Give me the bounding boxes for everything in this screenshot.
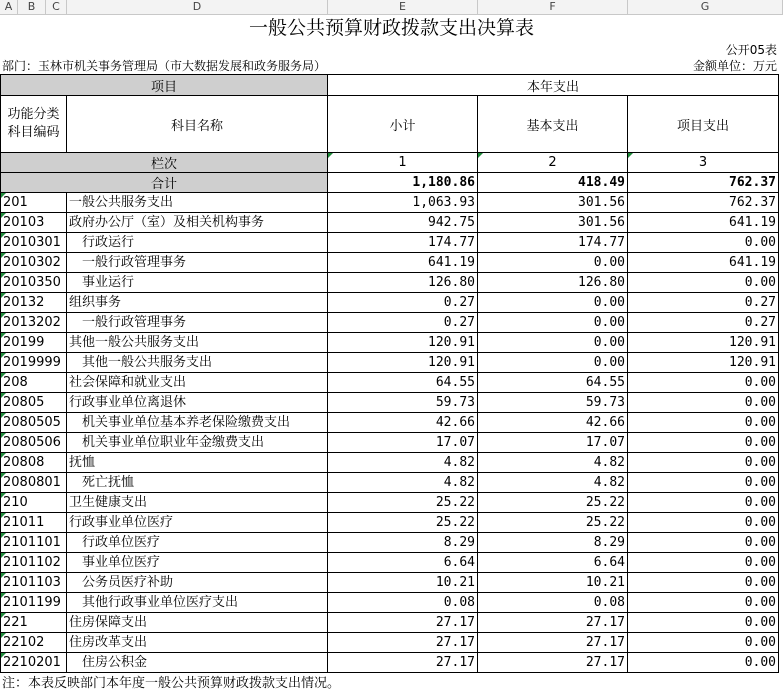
basic-cell[interactable]: 174.77 (478, 233, 628, 253)
basic-cell[interactable]: 0.00 (478, 313, 628, 333)
form-code[interactable]: 公开05表 (725, 43, 777, 57)
project-cell[interactable]: 0.00 (628, 613, 779, 633)
total-subtotal[interactable]: 1,180.86 (328, 173, 478, 193)
table-row (0, 233, 779, 253)
table-row (0, 493, 779, 513)
cell-marker-icon (1, 273, 6, 278)
subject-name-cell[interactable]: 行政事业单位离退休 (67, 393, 328, 413)
subject-code-cell[interactable]: 2010301 (0, 233, 67, 253)
subject-code-cell[interactable]: 2210201 (0, 653, 67, 673)
cell-marker-icon (1, 433, 6, 438)
department-label[interactable]: 部门：玉林市机关事务管理局（市大数据发展和政务服务局） (2, 59, 327, 73)
subject-name-cell[interactable]: 其他行政事业单位医疗支出 (67, 593, 328, 613)
subtotal-cell[interactable]: 4.82 (328, 473, 478, 493)
project-cell[interactable]: 0.00 (628, 273, 779, 293)
subtotal-cell[interactable]: 120.91 (328, 353, 478, 373)
total-basic[interactable]: 418.49 (478, 173, 628, 193)
subject-code-cell[interactable]: 2080801 (0, 473, 67, 493)
subtotal-cell[interactable]: 27.17 (328, 633, 478, 653)
column-header-d[interactable]: D (67, 0, 328, 14)
table-row (0, 473, 779, 493)
cell-marker-icon (1, 393, 6, 398)
header-project-exp[interactable]: 项目支出 (628, 96, 779, 153)
table-row (0, 293, 779, 313)
table-row (0, 313, 779, 333)
column-header-b[interactable]: B (18, 0, 46, 14)
project-cell[interactable]: 641.19 (628, 213, 779, 233)
subject-code-cell[interactable]: 2080505 (0, 413, 67, 433)
table-row (0, 613, 779, 633)
project-cell[interactable]: 0.00 (628, 653, 779, 673)
header-col-1-text: 1 (398, 155, 407, 170)
subject-code-cell[interactable]: 20132 (0, 293, 67, 313)
basic-cell[interactable]: 10.21 (478, 573, 628, 593)
subject-name-cell[interactable]: 行政运行 (67, 233, 328, 253)
basic-cell[interactable]: 27.17 (478, 653, 628, 673)
subject-code-cell[interactable]: 2101102 (0, 553, 67, 573)
subtotal-cell[interactable]: 0.08 (328, 593, 478, 613)
table-row (0, 193, 779, 213)
table-row (0, 573, 779, 593)
subject-code-cell[interactable]: 2080506 (0, 433, 67, 453)
project-cell[interactable]: 641.19 (628, 253, 779, 273)
project-cell[interactable]: 0.00 (628, 633, 779, 653)
subtotal-cell[interactable]: 0.27 (328, 313, 478, 333)
subject-code-cell[interactable]: 2101103 (0, 573, 67, 593)
table-row (0, 433, 779, 453)
column-header-g[interactable]: G (628, 0, 783, 14)
subject-name-cell[interactable]: 一般公共服务支出 (67, 193, 328, 213)
subtotal-cell[interactable]: 64.55 (328, 373, 478, 393)
project-cell[interactable]: 0.00 (628, 433, 779, 453)
subtotal-cell[interactable]: 942.75 (328, 213, 478, 233)
project-cell[interactable]: 0.00 (628, 453, 779, 473)
subtotal-cell[interactable]: 25.22 (328, 513, 478, 533)
cell-marker-icon (1, 533, 6, 538)
table-row (0, 393, 779, 413)
subject-code-cell[interactable]: 2019999 (0, 353, 67, 373)
cell-marker-icon (1, 333, 6, 338)
subject-name-cell[interactable]: 其他一般公共服务支出 (67, 333, 328, 353)
header-current-year[interactable]: 本年支出 (328, 74, 779, 96)
basic-cell[interactable]: 0.00 (478, 353, 628, 373)
header-col-index[interactable]: 栏次 (0, 153, 328, 173)
basic-cell[interactable]: 0.00 (478, 253, 628, 273)
subject-name-cell[interactable]: 事业运行 (67, 273, 328, 293)
project-cell[interactable]: 0.27 (628, 293, 779, 313)
subtotal-cell[interactable]: 174.77 (328, 233, 478, 253)
subject-code-cell[interactable]: 2101101 (0, 533, 67, 553)
subject-name-cell[interactable]: 政府办公厅（室）及相关机构事务 (67, 213, 328, 233)
basic-cell[interactable]: 8.29 (478, 533, 628, 553)
cell-marker-icon (628, 153, 633, 158)
basic-cell[interactable]: 4.82 (478, 473, 628, 493)
cell-marker-icon (1, 493, 6, 498)
subtotal-cell[interactable]: 126.80 (328, 273, 478, 293)
subject-name-cell[interactable]: 行政事业单位医疗 (67, 513, 328, 533)
subject-code-cell[interactable]: 221 (0, 613, 67, 633)
subject-code-cell[interactable]: 2013202 (0, 313, 67, 333)
table-row (0, 653, 779, 673)
subject-name-cell[interactable]: 死亡抚恤 (67, 473, 328, 493)
cell-marker-icon (1, 293, 6, 298)
project-cell[interactable]: 120.91 (628, 333, 779, 353)
table-row (0, 453, 779, 473)
subtotal-cell[interactable]: 25.22 (328, 493, 478, 513)
header-col-3[interactable] (628, 153, 779, 173)
cell-marker-icon (1, 653, 6, 658)
report-title[interactable]: 一般公共预算财政拨款支出决算表 (248, 17, 534, 39)
project-cell[interactable]: 0.00 (628, 373, 779, 393)
cell-marker-icon (1, 473, 6, 478)
cell-marker-icon (1, 213, 6, 218)
project-cell[interactable]: 762.37 (628, 193, 779, 213)
cell-marker-icon (1, 233, 6, 238)
cell-marker-icon (1, 413, 6, 418)
table-row (0, 553, 779, 573)
header-func-code-line2: 科目编码 (7, 125, 60, 140)
column-header-a[interactable]: A (0, 0, 18, 14)
subject-code-cell[interactable]: 20199 (0, 333, 67, 353)
subtotal-cell[interactable]: 1,063.93 (328, 193, 478, 213)
subject-name-cell[interactable]: 组织事务 (67, 293, 328, 313)
basic-cell[interactable]: 42.66 (478, 413, 628, 433)
table-row (0, 593, 779, 613)
basic-cell[interactable]: 0.00 (478, 333, 628, 353)
subject-code-cell[interactable]: 210 (0, 493, 67, 513)
cell-marker-icon (1, 353, 6, 358)
total-label[interactable]: 合计 (0, 173, 328, 193)
cell-marker-icon (1, 593, 6, 598)
amount-unit-label[interactable]: 金额单位：万元 (692, 59, 777, 73)
subtotal-cell[interactable]: 42.66 (328, 413, 478, 433)
project-cell[interactable]: 0.00 (628, 233, 779, 253)
basic-cell[interactable]: 25.22 (478, 513, 628, 533)
subtotal-cell[interactable]: 10.21 (328, 573, 478, 593)
project-cell[interactable]: 0.00 (628, 593, 779, 613)
cell-marker-icon (478, 153, 483, 158)
basic-cell[interactable]: 17.07 (478, 433, 628, 453)
cell-marker-icon (1, 573, 6, 578)
subtotal-cell[interactable]: 4.82 (328, 453, 478, 473)
subject-code-cell[interactable]: 2101199 (0, 593, 67, 613)
subtotal-cell[interactable]: 641.19 (328, 253, 478, 273)
subject-name-cell[interactable]: 一般行政管理事务 (67, 253, 328, 273)
subject-code-cell[interactable]: 201 (0, 193, 67, 213)
subject-name-cell[interactable]: 住房公积金 (67, 653, 328, 673)
cell-marker-icon (1, 553, 6, 558)
total-project[interactable]: 762.37 (628, 173, 779, 193)
basic-cell[interactable]: 27.17 (478, 613, 628, 633)
footnote[interactable]: 注：本表反映部门本年度一般公共预算财政拨款支出情况。 (2, 676, 341, 691)
subject-code-cell[interactable]: 20808 (0, 453, 67, 473)
subtotal-cell[interactable]: 27.17 (328, 613, 478, 633)
header-col-2-text: 2 (548, 155, 557, 170)
subject-code-cell[interactable]: 2010302 (0, 253, 67, 273)
subtotal-cell[interactable]: 27.17 (328, 653, 478, 673)
subject-code-cell[interactable]: 21011 (0, 513, 67, 533)
subtotal-cell[interactable]: 59.73 (328, 393, 478, 413)
project-cell[interactable]: 0.00 (628, 533, 779, 553)
table-row (0, 633, 779, 653)
project-cell[interactable]: 0.00 (628, 553, 779, 573)
table-row (0, 413, 779, 433)
table-row (0, 353, 779, 373)
subject-name-cell[interactable]: 一般行政管理事务 (67, 313, 328, 333)
basic-cell[interactable]: 4.82 (478, 453, 628, 473)
subject-name-cell[interactable]: 卫生健康支出 (67, 493, 328, 513)
project-cell[interactable]: 0.00 (628, 393, 779, 413)
basic-cell[interactable]: 64.55 (478, 373, 628, 393)
table-row (0, 213, 779, 233)
basic-cell[interactable]: 0.08 (478, 593, 628, 613)
header-subtotal[interactable]: 小计 (328, 96, 478, 153)
subject-code-cell[interactable]: 2010350 (0, 273, 67, 293)
basic-cell[interactable]: 0.00 (478, 293, 628, 313)
subject-name-cell[interactable]: 机关事业单位职业年金缴费支出 (67, 433, 328, 453)
subject-code-cell[interactable]: 20805 (0, 393, 67, 413)
subtotal-cell[interactable]: 8.29 (328, 533, 478, 553)
basic-cell[interactable]: 6.64 (478, 553, 628, 573)
subject-name-cell[interactable]: 抚恤 (67, 453, 328, 473)
subject-name-cell[interactable]: 其他一般公共服务支出 (67, 353, 328, 373)
table-row (0, 373, 779, 393)
project-cell[interactable]: 0.00 (628, 413, 779, 433)
basic-cell[interactable]: 301.56 (478, 193, 628, 213)
table-row (0, 513, 779, 533)
basic-cell[interactable]: 27.17 (478, 633, 628, 653)
table-row (0, 333, 779, 353)
project-cell[interactable]: 0.27 (628, 313, 779, 333)
subtotal-cell[interactable]: 6.64 (328, 553, 478, 573)
table-row (0, 273, 779, 293)
header-subject-name[interactable]: 科目名称 (67, 96, 328, 153)
table-row (0, 533, 779, 553)
header-func-code-line1: 功能分类 (7, 107, 60, 122)
subject-name-cell[interactable]: 行政单位医疗 (67, 533, 328, 553)
subtotal-cell[interactable]: 0.27 (328, 293, 478, 313)
subject-code-cell[interactable]: 22102 (0, 633, 67, 653)
project-cell[interactable]: 0.00 (628, 493, 779, 513)
subject-name-cell[interactable]: 公务员医疗补助 (67, 573, 328, 593)
subject-name-cell[interactable]: 社会保障和就业支出 (67, 373, 328, 393)
column-header-e[interactable]: E (328, 0, 478, 14)
cell-marker-icon (1, 513, 6, 518)
subject-name-cell[interactable]: 机关事业单位基本养老保险缴费支出 (67, 413, 328, 433)
subject-name-cell[interactable]: 事业单位医疗 (67, 553, 328, 573)
basic-cell[interactable]: 126.80 (478, 273, 628, 293)
cell-marker-icon (1, 193, 6, 198)
column-header-f[interactable]: F (478, 0, 628, 14)
basic-cell[interactable]: 301.56 (478, 213, 628, 233)
basic-cell[interactable]: 59.73 (478, 393, 628, 413)
project-cell[interactable]: 0.00 (628, 473, 779, 493)
cell-marker-icon (1, 373, 6, 378)
subject-name-cell[interactable]: 住房保障支出 (67, 613, 328, 633)
column-header-c[interactable]: C (46, 0, 67, 14)
cell-marker-icon (1, 313, 6, 318)
table-row (0, 253, 779, 273)
subtotal-cell[interactable]: 120.91 (328, 333, 478, 353)
subject-name-cell[interactable]: 住房改革支出 (67, 633, 328, 653)
cell-marker-icon (1, 253, 6, 258)
header-basic[interactable]: 基本支出 (478, 96, 628, 153)
header-col-2[interactable] (478, 153, 628, 173)
header-project[interactable]: 项目 (0, 74, 328, 96)
project-cell[interactable]: 0.00 (628, 573, 779, 593)
cell-marker-icon (1, 633, 6, 638)
subject-code-cell[interactable]: 208 (0, 373, 67, 393)
subject-code-cell[interactable]: 20103 (0, 213, 67, 233)
header-func-code[interactable] (0, 96, 67, 153)
header-col-3-text: 3 (698, 155, 708, 170)
basic-cell[interactable]: 25.22 (478, 493, 628, 513)
cell-marker-icon (1, 613, 6, 618)
column-header-bar (0, 0, 783, 15)
cell-marker-icon (328, 153, 333, 158)
subtotal-cell[interactable]: 17.07 (328, 433, 478, 453)
cell-marker-icon (1, 453, 6, 458)
header-col-1[interactable] (328, 153, 478, 173)
project-cell[interactable]: 0.00 (628, 513, 779, 533)
project-cell[interactable]: 120.91 (628, 353, 779, 373)
